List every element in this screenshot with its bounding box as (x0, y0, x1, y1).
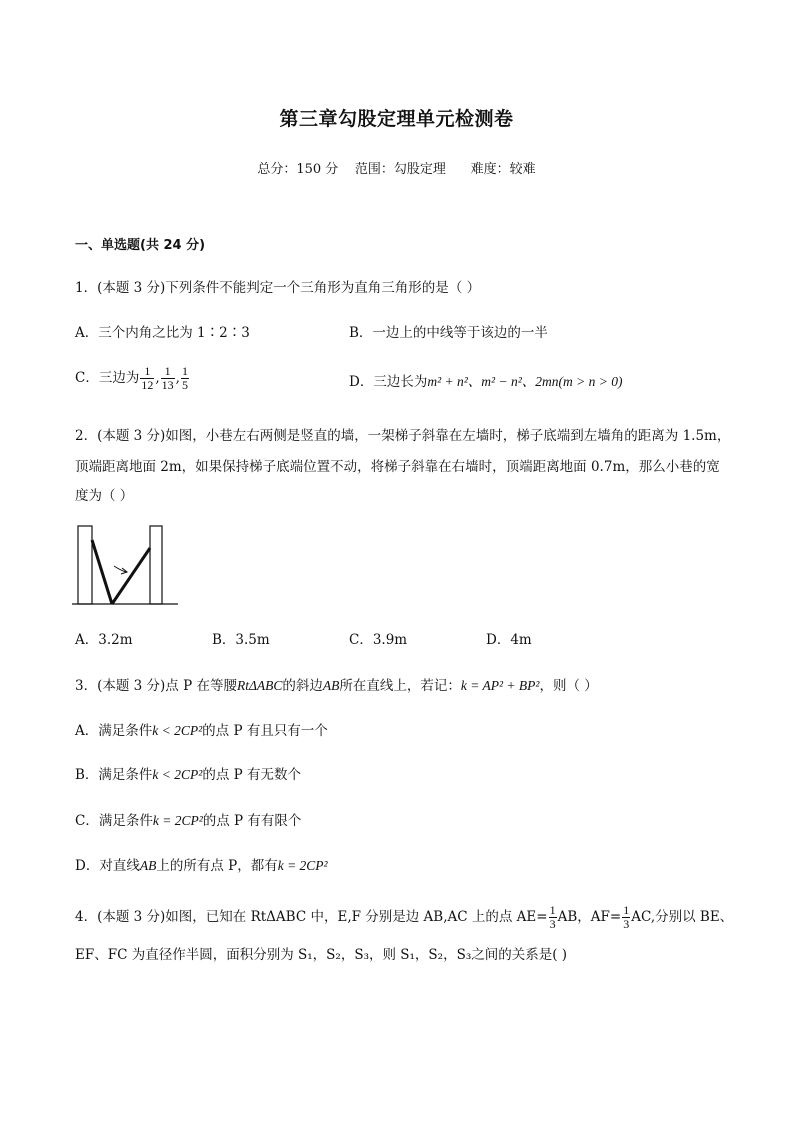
math-expression: k = 2CP² (277, 858, 328, 873)
q2-option-a: A．3.2m (75, 632, 133, 648)
q3-option-c (75, 811, 301, 831)
frac-num: 1 (623, 903, 630, 917)
page-title: 第三章勾股定理单元检测卷 (279, 108, 514, 130)
option-text: 上的所有点 P，都有 (156, 858, 278, 874)
right-wall (150, 526, 162, 604)
q4-stem-text: 4．(本题 3 分)如图，已知在 RtΔABC 中，E,F 分别是边 AB,AC 上的点 AE= (75, 909, 548, 925)
fraction (622, 904, 630, 931)
rotation-arrow (114, 566, 126, 572)
section-heading: 一、单选题(共 24 分) (75, 238, 206, 253)
q3-stem-text: 所在直线上，若记： (339, 678, 461, 694)
q3-option-a (75, 721, 328, 741)
math-expression: m² + n²、m² − n²、2mn(m > n > 0) (427, 374, 623, 389)
fraction (161, 365, 175, 392)
math-expression: AB (139, 858, 157, 873)
math-expression: AB (322, 678, 340, 693)
option-text: B．满足条件 (75, 767, 153, 783)
math-expression: k < 2CP² (152, 767, 203, 782)
alley-ladder-figure (70, 522, 180, 610)
exam-info: 总分：150 分 范围：勾股定理 难度：较难 (257, 162, 536, 177)
option-text: 的点 P 有有限个 (202, 813, 302, 829)
q2-option-d: D．4m (486, 632, 532, 648)
frac-num: 1 (161, 365, 175, 379)
frac-num: 1 (181, 364, 188, 378)
q1-option-d-label: D．三边长为 (349, 374, 428, 390)
fraction (181, 365, 189, 392)
q1-option-c: C．三边为 $\frac{1}{12}$ , $\frac{1}{13}$ , $\frac{1}{5}$ (75, 364, 188, 392)
q4-stem-text: AC,分别以 BE、 (631, 909, 734, 925)
q3-stem-text: 的斜边 (282, 678, 323, 694)
ladder-right (112, 548, 150, 604)
q3-stem-text: 3．(本题 3 分)点 P 在等腰 (75, 678, 237, 694)
option-text: D．对直线 (75, 858, 140, 874)
q1-option-d (349, 372, 622, 392)
math-expression: RtΔABC (236, 678, 283, 693)
frac-den: 5 (181, 378, 188, 392)
frac-num: 1 (549, 903, 556, 917)
option-text: 的点 P 有无数个 (202, 767, 301, 783)
fraction (549, 904, 557, 931)
q4-stem-line2: EF、FC 为直径作半圆，面积分别为 S₁，S₂，S₃，则 S₁，S₂，S₃之间的关系是( ) (75, 947, 568, 963)
frac-den: 3 (549, 917, 556, 931)
q1-option-b: B．一边上的中线等于该边的一半 (349, 325, 548, 341)
left-wall (78, 526, 92, 604)
math-expression: k = AP² + BP² (460, 678, 540, 693)
math-expression: k < 2CP² (152, 723, 203, 738)
q2-stem-line2: 顶端距离地面 2m，如果保持梯子底端位置不动，将梯子斜靠在右墙时，顶端距离地面 0.7m，那么小巷的宽 (75, 459, 720, 475)
q4-stem-line1 (75, 904, 733, 931)
frac-den: 13 (161, 378, 174, 392)
option-text: A．满足条件 (75, 723, 153, 739)
q2-option-b: B．3.5m (212, 632, 270, 648)
fraction (140, 365, 154, 392)
frac-den: 12 (141, 378, 154, 392)
option-text: C．满足条件 (75, 813, 153, 829)
frac-den: 3 (623, 917, 630, 931)
q1-option-c-label: C．三边为 (75, 370, 140, 386)
math-expression: k = 2CP² (152, 813, 203, 828)
ladder-left (92, 540, 112, 604)
frac-num: 1 (140, 365, 154, 379)
q3-option-d (75, 856, 328, 876)
q3-stem-text: ，则（ ） (539, 678, 598, 694)
q1-option-a: A．三个内角之比为 1∶2∶3 (75, 325, 250, 341)
q1-stem: 1．(本题 3 分)下列条件不能判定一个三角形为直角三角形的是（ ） (75, 280, 481, 296)
q2-option-c: C．3.9m (349, 632, 408, 648)
q3-stem (75, 676, 598, 696)
option-text: 的点 P 有且只有一个 (202, 723, 328, 739)
q2-stem-line3: 度为（ ） (75, 488, 134, 504)
q4-stem-text: AB，AF= (557, 909, 622, 925)
q2-stem-line1: 2．(本题 3 分)如图，小巷左右两侧是竖直的墙，一架梯子斜靠在左墙时，梯子底端到左墙角的距离为 1.5m， (75, 428, 731, 444)
q3-option-b (75, 765, 301, 785)
